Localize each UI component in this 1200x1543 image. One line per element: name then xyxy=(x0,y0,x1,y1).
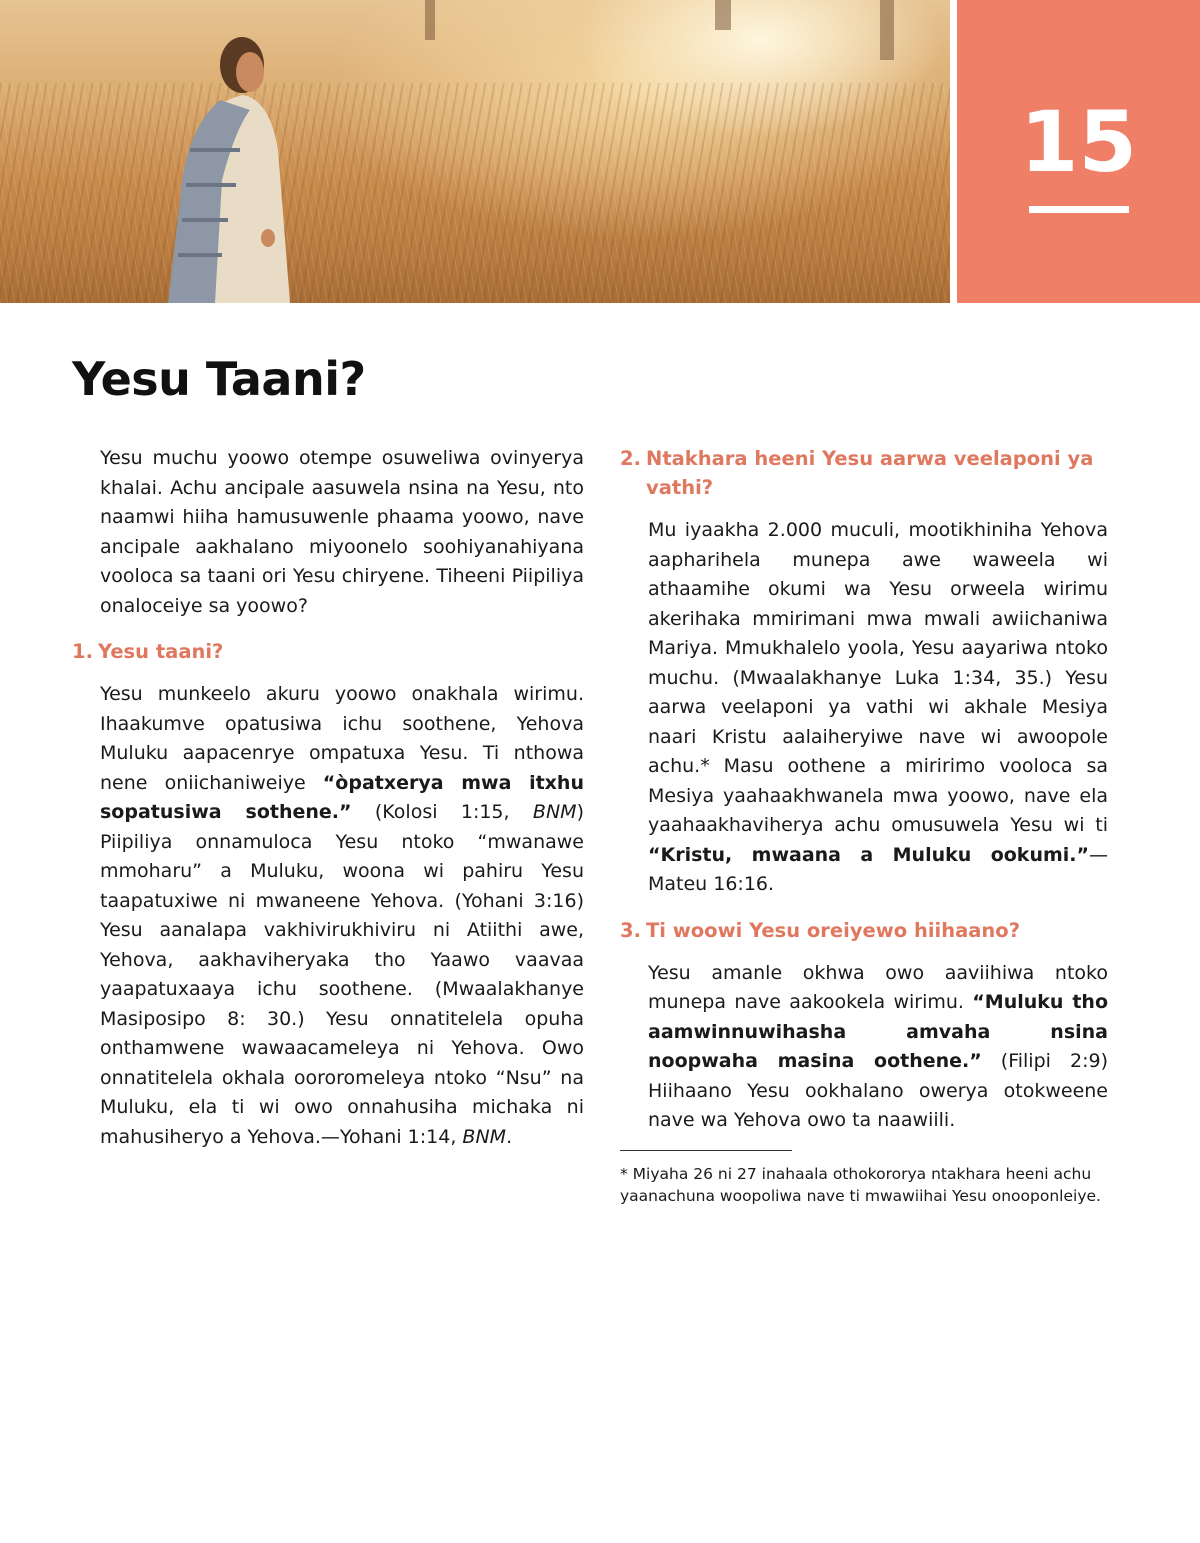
question-heading xyxy=(620,916,1108,945)
text-run: (Kolosi 1:15, xyxy=(351,801,533,823)
walking-figure-illustration xyxy=(0,0,950,303)
left-column xyxy=(72,444,584,1152)
answer-paragraph xyxy=(620,959,1108,1136)
right-column xyxy=(620,444,1108,1207)
chapter-rule xyxy=(1029,206,1129,213)
footnote-divider xyxy=(620,1150,792,1151)
header-photo xyxy=(0,0,950,303)
text-run: Mu iyaakha 2.000 muculi, mootikhiniha Yehova aapharihela munepa awe waweela wi athaamihe okumi wa Yesu orweela wirimu akerihaka mmirimani mwa mwali awiichaniwa Mariya. Mmukhalelo yoola, Yesu aayariwa ntoko muchu. (Mwaalakhanye Luka 1:34, 35.) Yesu aarwa veelaponi ya vathi wi akhale Mesiya naari Kristu aalaiheryiwe nave wi awoopole achu.* Masu oothene a miririmo vooloca sa Mesiya yaahaakhwanela mwa yoowo, nave ela yaahaakhaviherya achu omusuwela Yesu wi ti xyxy=(648,519,1108,836)
text-run: ) Piipiliya onnamuloca Yesu ntoko “mwanawe mmoharu” a Muluku, woona wi pahiru Yesu taapatuxiwe ni mwaneene Yehova. (Yohani 3:16) Yesu aanalapa vakhivirukhiviru ni Atiithi awe, Yehova, aakhaviheryaka tho Yaawo vaavaa yaapatuxaaya ichu soothene. (Mwaalakhanye Masiposipo 8: 30.) Yesu onnatitelela opuha onthamwene wawaacameleya ni Yehova. Owo onnatitelela okhala oororomeleya ntoko “Nsu” na Muluku, ela ti wi owo onnahusiha michaka ni mahusiheryo a Yehova.—Yohani 1:14, xyxy=(100,801,584,1148)
bible-version-abbrev: BNM xyxy=(462,1125,507,1148)
text-run: (Filipi 2:9) Hiihaano Yesu ookhalano owerya otokweene nave wa Yehova owo ta naawiili. xyxy=(648,1050,1108,1131)
footnote: * Miyaha 26 ni 27 inahaala othokororya ntakhara heeni achu yaanachuna woopoliwa nave ti mwawiihai Yesu onooponleiye. xyxy=(620,1164,1101,1205)
page-title: Yesu Taani? xyxy=(72,352,366,406)
question-number: 1. xyxy=(72,640,93,663)
scripture-quote: “òpatxerya mwa itxhu sopatusiwa sothene.” xyxy=(100,771,584,823)
text-run: —Mateu 16:16. xyxy=(648,843,1108,895)
text-run: Yesu amanle okhwa owo aaviihiwa ntoko munepa nave aakookela wirimu. xyxy=(648,961,1108,1013)
question-number: 3. xyxy=(620,918,641,942)
answer-paragraph xyxy=(72,680,584,1152)
chapter-number-box xyxy=(957,0,1200,303)
bible-version-abbrev: BNM xyxy=(532,801,577,823)
question-heading xyxy=(620,444,1108,502)
chapter-number: 15 xyxy=(1020,93,1137,191)
scripture-quote: “Muluku tho aamwinnuwihasha amvaha nsina noopwaha masina oothene.” xyxy=(648,991,1109,1072)
answer-paragraph xyxy=(620,516,1108,900)
intro-paragraph: Yesu muchu yoowo otempe osuweliwa ovinyerya khalai. Achu ancipale aasuwela nsina na Yesu, nto naamwi hiiha hamusuwenle phaama yoowo, nave ancipale aakhalano miyoonelo soohiyanahiyana vooloca sa taani ori Yesu chiryene. Tiheeni Piipiliya onaloceiye sa yoowo? xyxy=(100,447,584,617)
text-run: . xyxy=(506,1125,513,1148)
question-text: Yesu taani? xyxy=(98,640,224,663)
text-run: Yesu munkeelo akuru yoowo onakhala wirimu. Ihaakumve opatusiwa ichu soothene, Yehova Muluku aapacenrye ompatuxa Yesu. Ti nthowa nene oniichaniweiye xyxy=(100,683,584,794)
question-text: Ntakhara heeni Yesu aarwa veelaponi ya vathi? xyxy=(646,447,1094,499)
question-text: Ti woowi Yesu oreiyewo hiihaano? xyxy=(646,918,1021,942)
question-heading xyxy=(72,637,584,666)
question-number: 2. xyxy=(620,447,641,470)
scripture-quote: “Kristu, mwaana a Muluku ookumi.” xyxy=(648,843,1089,866)
